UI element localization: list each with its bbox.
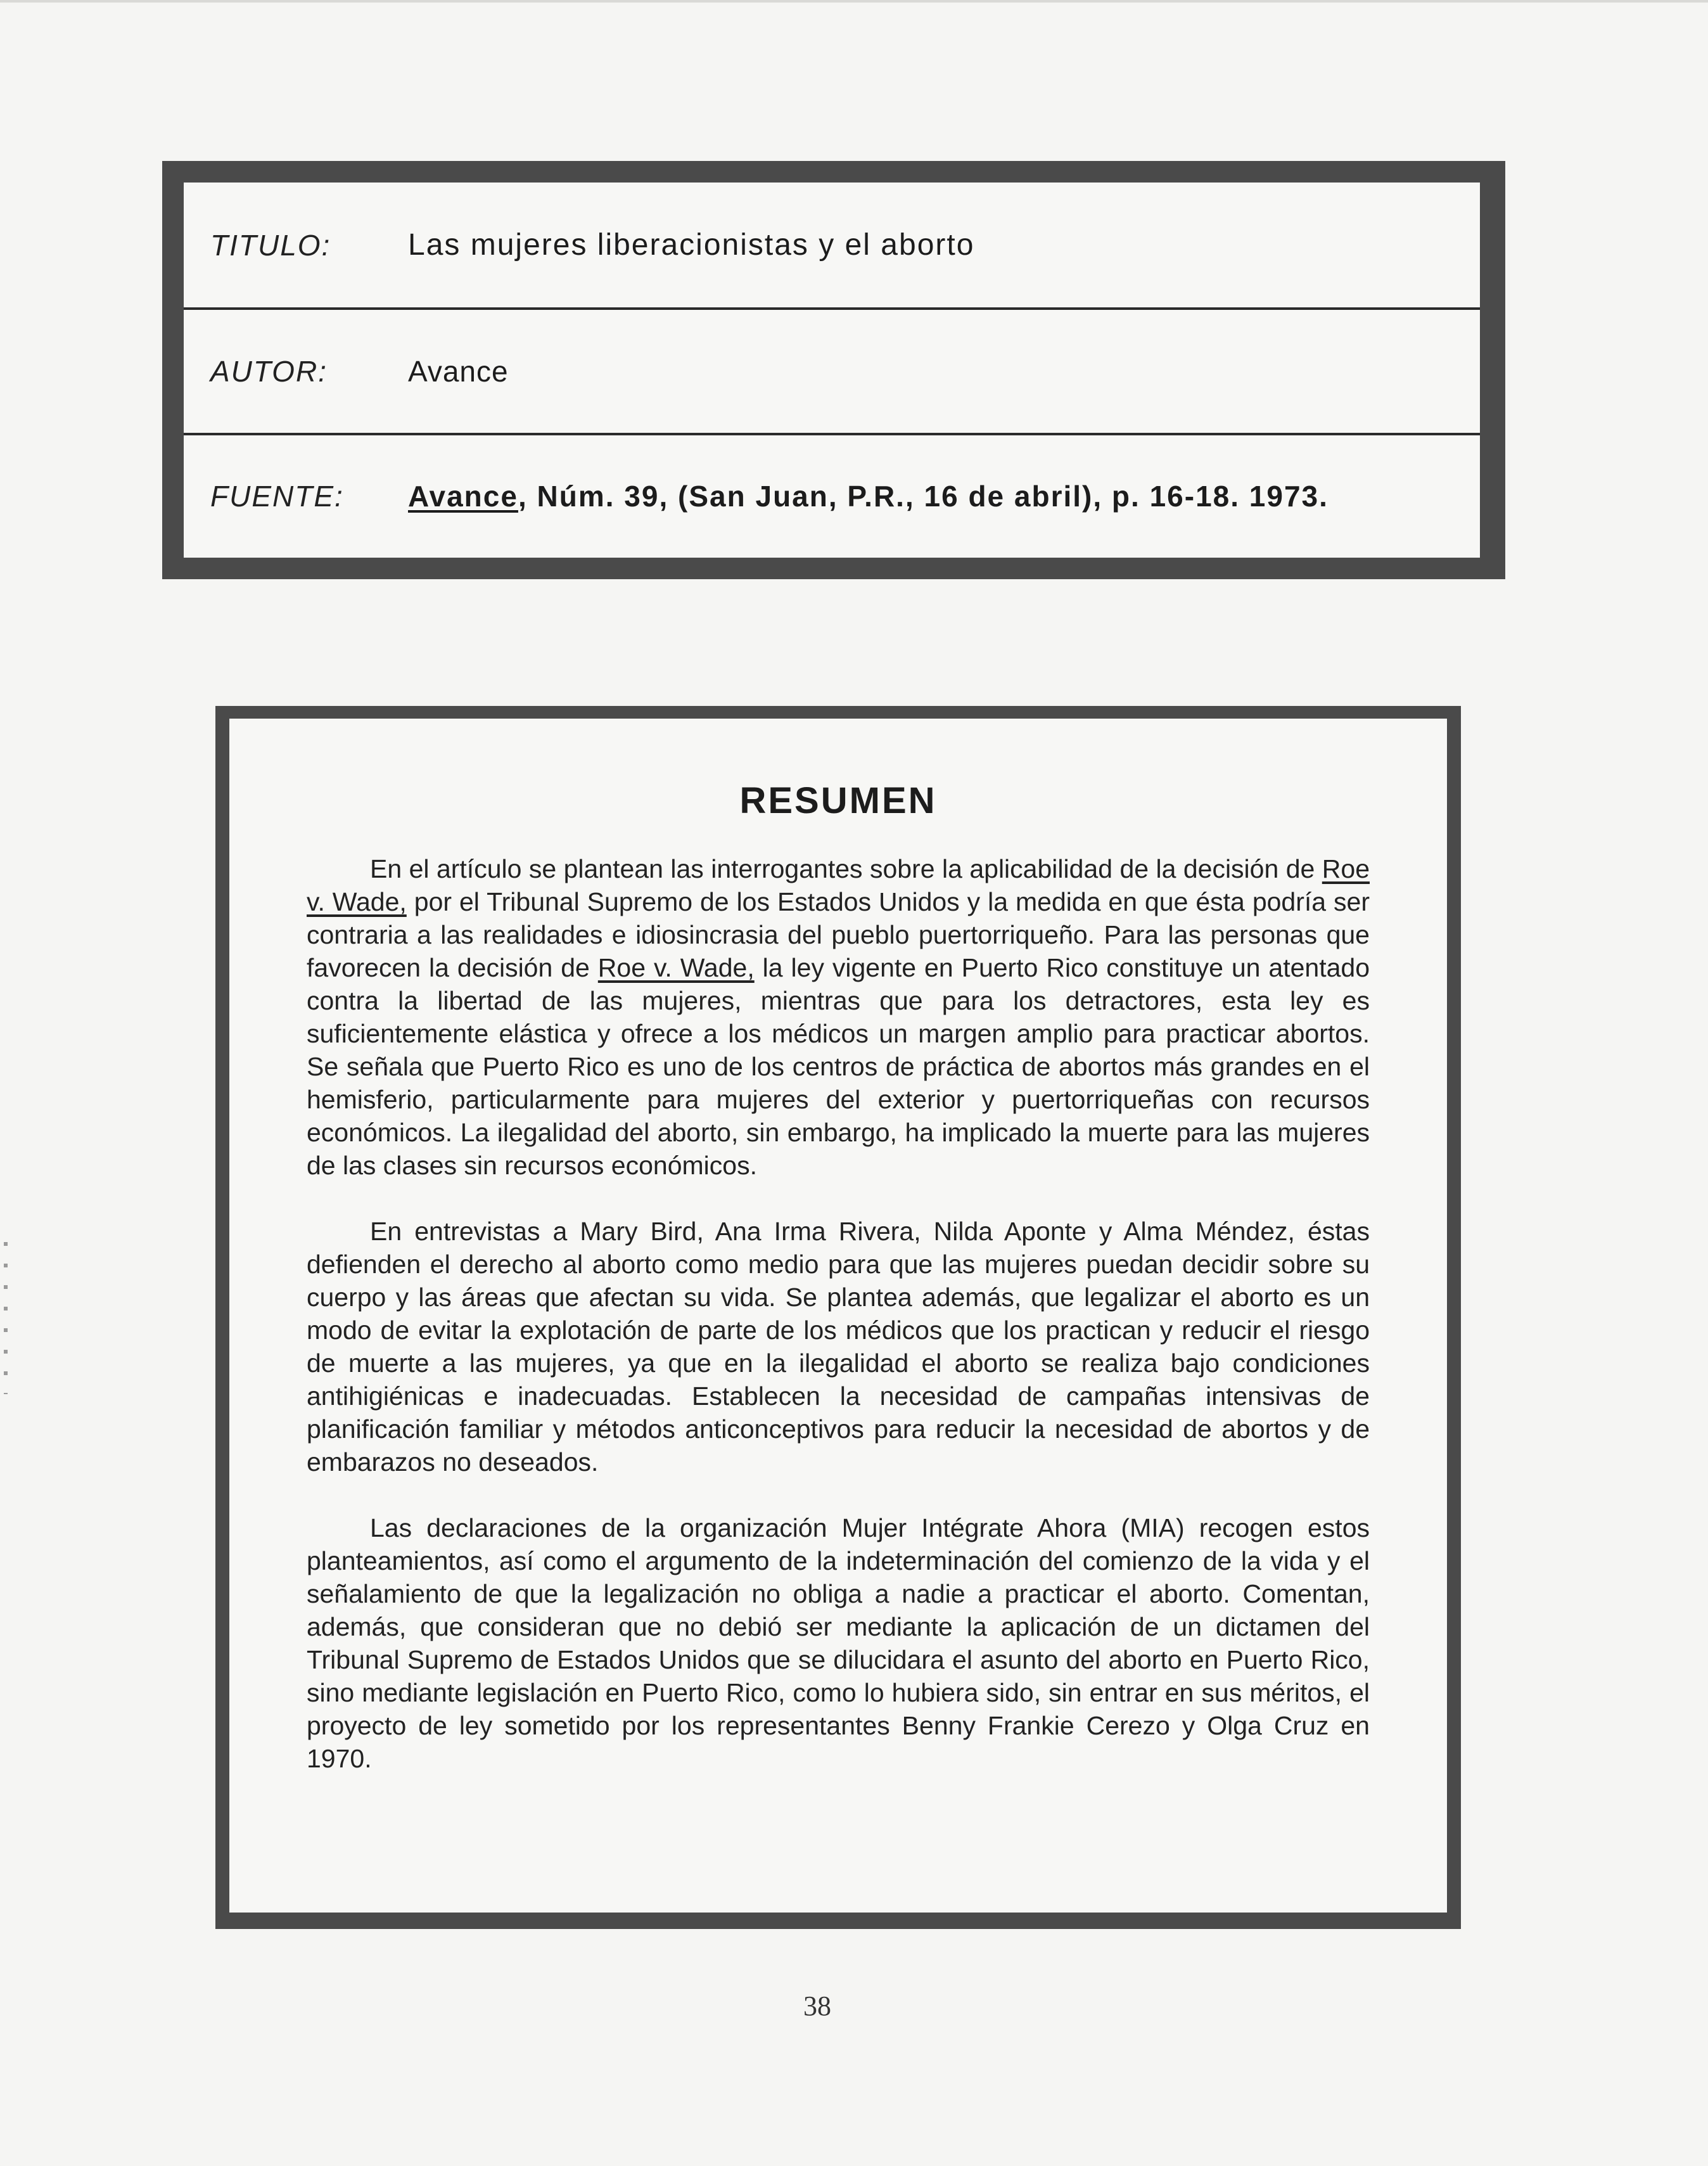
resumen-paragraph-1 [307,852,1370,1182]
paragraph-1-part-c: la ley vigente en Puerto Rico constituye un atentado contra la libertad de las mujeres, mientras que para los detractores, esta ley es suficientemente elástica y ofrece a los médicos un margen amplio para practicar abortos. Se señala que Puerto Rico es uno de los centros de práctica de abortos más grandes en el hemisferio, particularmente para mujeres del exterior y puertorriqueñas con recursos económicos. La ilegalidad del aborto, sin embargo, ha implicado la muerte para las mujeres de las clases sin recursos económicos. [307,953,1370,1180]
page-number: 38 [803,1990,831,2022]
titulo-row [184,183,1480,307]
bibliographic-header-card [162,161,1505,579]
header-card-inner [184,183,1480,558]
page-top-edge [0,0,1708,3]
resumen-title: RESUMEN [739,780,937,821]
resumen-paragraph-3: Las declaraciones de la organización Mujer Intégrate Ahora (MIA) recogen estos planteamientos, así como el argumento de la indeterminación del comienzo de la vida y el señalamiento de que la legalización no obliga a nadie a practicar el aborto. Comentan, además, que consideran que no debió ser mediante la aplicación de un dictamen del Tribunal Supremo de Estados Unidos que se dilucidara el asunto del aborto en Puerto Rico, sino mediante legislación en Puerto Rico, como lo hubiera sido, sin entrar en sus méritos, el proyecto de ley sometido por los representantes Benny Frankie Cerezo y Olga Cruz en 1970. [307,1513,1370,1773]
fuente-publication: Avance [408,480,518,513]
autor-row [184,307,1480,432]
titulo-value: Las mujeres liberacionistas y el aborto [408,228,975,262]
titulo-label: TITULO: [210,228,331,262]
autor-label: AUTOR: [210,354,328,388]
fuente-label: FUENTE: [210,480,344,513]
resumen-card [215,706,1461,1929]
resumen-card-inner [229,719,1447,1913]
paragraph-1-part-b: por el Tribunal Supremo de los Estados Unidos y la medida en que ésta podría ser contraria a las realidades e idiosincrasia del pueblo puertorriqueño. Para las personas que favorecen la decisión de [307,887,1370,982]
fuente-row [184,433,1480,558]
autor-value: Avance [408,354,509,388]
case-citation-2: Roe v. Wade, [597,953,755,982]
case-citation-1: Roe v. Wade, [307,854,1370,916]
binding-marks [4,1242,8,1394]
paragraph-1-part-a: En el artículo se plantean las interrogantes sobre la aplicabilidad de la decisión de [370,854,1322,883]
fuente-details: , Núm. 39, (San Juan, P.R., 16 de abril), p. 16-18. 1973. [518,480,1329,513]
fuente-value [408,479,1329,513]
resumen-paragraph-2: En entrevistas a Mary Bird, Ana Irma Rivera, Nilda Aponte y Alma Méndez, éstas defienden el derecho al aborto como medio para que las mujeres puedan decidir sobre su cuerpo y las áreas que afectan su vida. Se plantea además, que legalizar el aborto es un modo de evitar la explotación de parte de los médicos que los practican y reducir el riesgo de muerte a las mujeres, ya que en la ilegalidad el aborto se realiza bajo condiciones antihigiénicas e inadecuadas. Establecen la necesidad de campañas intensivas de planificación familiar y métodos anticonceptivos para reducir la necesidad de abortos y de embarazos no deseados. [307,1217,1370,1477]
